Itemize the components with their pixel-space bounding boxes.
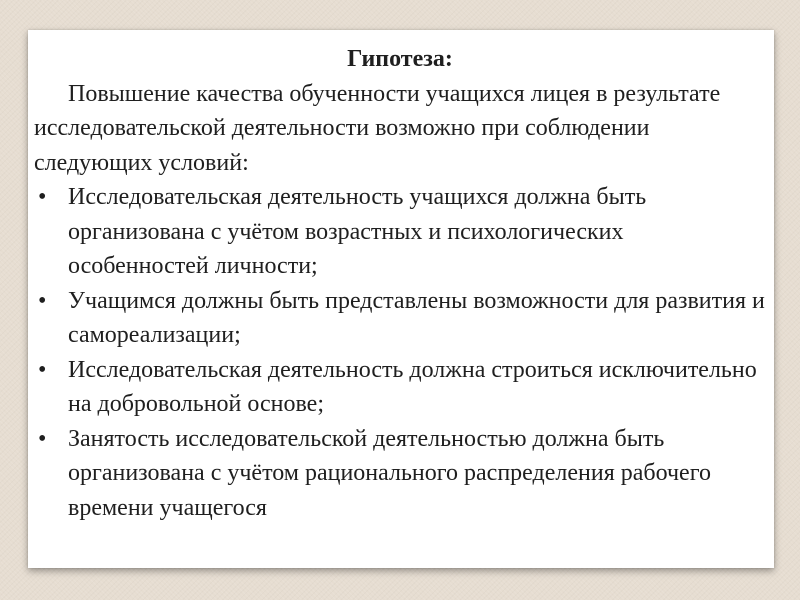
condition-item — [34, 284, 766, 353]
bullet-icon: • — [38, 425, 47, 452]
slide-title: Гипотеза: — [347, 46, 453, 72]
condition-text: Исследовательская деятельность должна строиться исключительно на добровольной основе; — [68, 356, 757, 417]
condition-text: Исследовательская деятельность учащихся должна быть организована с учётом возрастных и психологических особенностей личности; — [68, 184, 647, 279]
bullet-icon: • — [38, 184, 47, 210]
conditions-list — [34, 180, 766, 525]
condition-text: Учащимся должны быть представлены возможности для развития и самореализации; — [68, 287, 765, 348]
condition-item — [34, 180, 766, 284]
condition-text: Занятость исследовательской деятельностью должна быть организована с учётом рационального распределения рабочего времени учащегося — [68, 425, 711, 521]
intro-paragraph: Повышение качества обученности учащихся лицея в результате исследовательской деятельности возможно при соблюдении следующих условий: — [34, 80, 721, 176]
bullet-icon: • — [38, 356, 47, 383]
condition-item — [34, 353, 766, 422]
condition-item — [34, 422, 766, 526]
bullet-icon: • — [38, 287, 47, 314]
slide-content-card — [28, 30, 774, 568]
